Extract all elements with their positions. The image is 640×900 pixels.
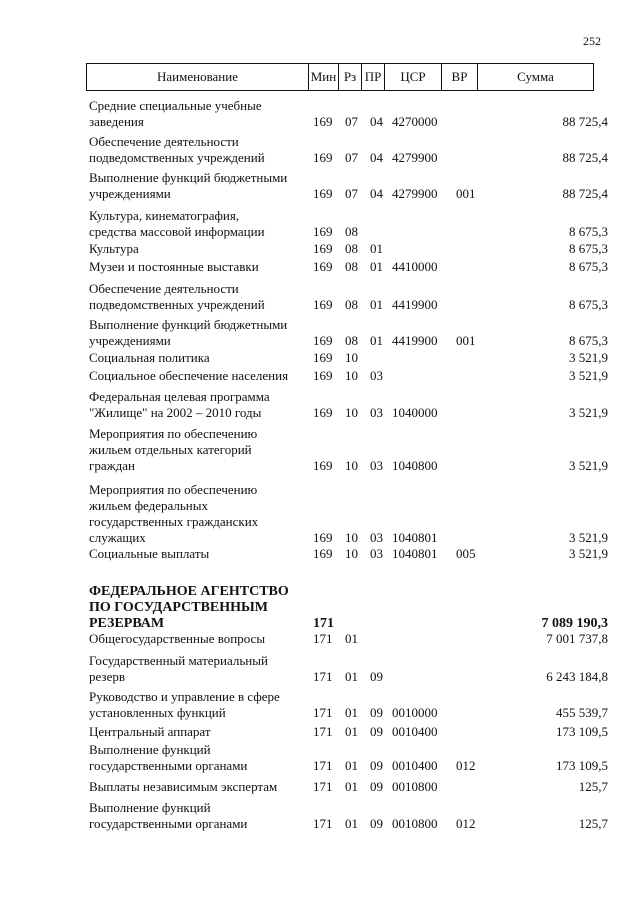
cell-min: 169 — [313, 186, 333, 201]
row-name-line: Выполнение функций — [89, 800, 211, 815]
row-name — [89, 389, 311, 421]
cell-sum: 8 675,3 — [569, 224, 608, 239]
cell-rz: 08 — [345, 259, 358, 274]
cell-min: 169 — [313, 259, 333, 274]
cell-rz: 10 — [345, 405, 358, 420]
cell-pr: 09 — [370, 724, 383, 739]
cell-sum: 7 089 190,3 — [541, 616, 608, 631]
cell-rz: 01 — [345, 705, 358, 720]
cell-rz: 08 — [345, 297, 358, 312]
cell-csr: 1040000 — [392, 405, 438, 420]
row-name — [89, 546, 311, 562]
table-header — [86, 63, 594, 91]
cell-sum: 7 001 737,8 — [546, 631, 608, 646]
row-name-line: Обеспечение деятельности — [89, 134, 239, 149]
cell-pr: 09 — [370, 816, 383, 831]
cell-rz: 07 — [345, 150, 358, 165]
cell-pr: 09 — [370, 758, 383, 773]
cell-csr: 4419900 — [392, 297, 438, 312]
cell-pr: 03 — [370, 546, 383, 561]
cell-rz: 10 — [345, 350, 358, 365]
row-name-line: Выполнение функций — [89, 742, 211, 757]
cell-pr: 03 — [370, 458, 383, 473]
cell-sum: 3 521,9 — [569, 405, 608, 420]
row-name — [89, 368, 311, 384]
row-name-line: средства массовой информации — [89, 224, 265, 239]
header-pr: ПР — [362, 64, 385, 90]
cell-pr: 03 — [370, 368, 383, 383]
row-name — [89, 742, 311, 774]
row-name-line: Мероприятия по обеспечению — [89, 426, 258, 441]
cell-csr: 1040801 — [392, 530, 438, 545]
cell-min: 169 — [313, 350, 333, 365]
cell-min: 169 — [313, 224, 333, 239]
row-name — [89, 724, 311, 740]
header-name: Наименование — [87, 64, 309, 90]
row-name-line: служащих — [89, 530, 146, 545]
row-name — [89, 98, 311, 130]
row-name — [89, 170, 311, 202]
row-name-line: Обеспечение деятельности — [89, 281, 239, 296]
cell-sum: 88 725,4 — [562, 114, 608, 129]
cell-csr: 4279900 — [392, 186, 438, 201]
row-name-line: ФЕДЕРАЛЬНОЕ АГЕНТСТВО — [89, 584, 289, 599]
row-name-line: Руководство и управление в сфере — [89, 689, 280, 704]
cell-sum: 3 521,9 — [569, 458, 608, 473]
page-number: 252 — [583, 34, 601, 48]
cell-min: 169 — [313, 530, 333, 545]
cell-vr: 005 — [456, 546, 476, 561]
header-vr: ВР — [442, 64, 478, 90]
row-name-line: подведомственных учреждений — [89, 150, 265, 165]
row-name-line: Музеи и постоянные выставки — [89, 259, 259, 274]
cell-rz: 01 — [345, 816, 358, 831]
row-name-line: Культура, кинематография, — [89, 208, 240, 223]
row-name-line: граждан — [89, 458, 135, 473]
row-name-line: РЕЗЕРВАМ — [89, 616, 165, 631]
cell-sum: 125,7 — [578, 779, 608, 794]
cell-pr: 09 — [370, 779, 383, 794]
header-rz: Рз — [339, 64, 362, 90]
row-name-line: жильем федеральных — [89, 498, 208, 513]
cell-min: 169 — [313, 297, 333, 312]
cell-min: 169 — [313, 546, 333, 561]
cell-vr: 001 — [456, 186, 476, 201]
cell-pr: 09 — [370, 705, 383, 720]
row-name-line: Социальное обеспечение населения — [89, 368, 289, 383]
cell-pr: 04 — [370, 186, 383, 201]
row-name-line: Средние специальные учебные — [89, 98, 262, 113]
cell-min: 171 — [313, 669, 333, 684]
header-min: Мин — [309, 64, 339, 90]
row-name-line: Центральный аппарат — [89, 724, 211, 739]
cell-rz: 01 — [345, 669, 358, 684]
cell-sum: 455 539,7 — [556, 705, 608, 720]
cell-sum: 125,7 — [578, 816, 608, 831]
row-name — [89, 426, 311, 474]
row-name-line: государственными органами — [89, 816, 248, 831]
cell-pr: 01 — [370, 297, 383, 312]
cell-min: 169 — [313, 241, 333, 256]
row-name-line: Государственный материальный — [89, 653, 268, 668]
cell-csr: 0010400 — [392, 758, 438, 773]
row-name-line: Выполнение функций бюджетными — [89, 317, 288, 332]
cell-csr: 4270000 — [392, 114, 438, 129]
cell-sum: 3 521,9 — [569, 530, 608, 545]
row-name-line: государственных гражданских — [89, 514, 259, 529]
row-name-line: Социальные выплаты — [89, 546, 210, 561]
cell-sum: 3 521,9 — [569, 546, 608, 561]
row-name — [89, 350, 311, 366]
row-name-line: заведения — [89, 114, 144, 129]
cell-csr: 0010800 — [392, 779, 438, 794]
row-name-line: Мероприятия по обеспечению — [89, 482, 258, 497]
row-name-line: резерв — [89, 669, 125, 684]
row-name — [89, 689, 311, 721]
row-name — [89, 653, 311, 685]
cell-sum: 173 109,5 — [556, 724, 608, 739]
cell-sum: 3 521,9 — [569, 368, 608, 383]
cell-csr: 4410000 — [392, 259, 438, 274]
row-name — [89, 482, 311, 546]
cell-min: 171 — [313, 616, 334, 631]
cell-csr: 1040800 — [392, 458, 438, 473]
row-name — [89, 241, 311, 257]
row-name-line: Выплаты независимым экспертам — [89, 779, 278, 794]
cell-rz: 01 — [345, 779, 358, 794]
cell-sum: 6 243 184,8 — [546, 669, 608, 684]
cell-sum: 8 675,3 — [569, 333, 608, 348]
cell-rz: 01 — [345, 631, 358, 646]
cell-min: 169 — [313, 333, 333, 348]
cell-sum: 88 725,4 — [562, 150, 608, 165]
cell-min: 169 — [313, 405, 333, 420]
cell-csr: 0010000 — [392, 705, 438, 720]
cell-sum: 3 521,9 — [569, 350, 608, 365]
cell-rz: 07 — [345, 186, 358, 201]
cell-csr: 0010400 — [392, 724, 438, 739]
row-name — [89, 800, 311, 832]
row-name-line: Выполнение функций бюджетными — [89, 170, 288, 185]
cell-rz: 01 — [345, 724, 358, 739]
row-name-line: "Жилище" на 2002 – 2010 годы — [89, 405, 262, 420]
cell-min: 171 — [313, 631, 333, 646]
cell-min: 169 — [313, 150, 333, 165]
cell-pr: 03 — [370, 405, 383, 420]
cell-min: 169 — [313, 368, 333, 383]
cell-rz: 10 — [345, 368, 358, 383]
row-name — [89, 134, 311, 166]
cell-min: 171 — [313, 816, 333, 831]
cell-min: 171 — [313, 758, 333, 773]
row-name-line: Федеральная целевая программа — [89, 389, 270, 404]
header-csr: ЦСР — [385, 64, 442, 90]
row-name-line: ПО ГОСУДАРСТВЕННЫМ — [89, 600, 269, 615]
row-name-line: Общегосударственные вопросы — [89, 631, 266, 646]
cell-rz: 08 — [345, 333, 358, 348]
cell-csr: 4279900 — [392, 150, 438, 165]
row-name — [89, 259, 311, 275]
cell-vr: 012 — [456, 758, 476, 773]
cell-min: 169 — [313, 458, 333, 473]
cell-sum: 173 109,5 — [556, 758, 608, 773]
cell-vr: 012 — [456, 816, 476, 831]
cell-sum: 8 675,3 — [569, 297, 608, 312]
cell-min: 169 — [313, 114, 333, 129]
cell-rz: 10 — [345, 546, 358, 561]
row-name — [89, 584, 311, 632]
row-name — [89, 317, 311, 349]
row-name-line: государственными органами — [89, 758, 248, 773]
cell-rz: 07 — [345, 114, 358, 129]
row-name — [89, 631, 311, 647]
row-name-line: учреждениями — [89, 333, 171, 348]
cell-pr: 01 — [370, 259, 383, 274]
cell-sum: 88 725,4 — [562, 186, 608, 201]
row-name-line: установленных функций — [89, 705, 226, 720]
cell-min: 171 — [313, 724, 333, 739]
cell-pr: 04 — [370, 114, 383, 129]
row-name-line: жильем отдельных категорий — [89, 442, 252, 457]
row-name-line: Культура — [89, 241, 139, 256]
cell-pr: 01 — [370, 241, 383, 256]
cell-sum: 8 675,3 — [569, 241, 608, 256]
cell-pr: 01 — [370, 333, 383, 348]
cell-pr: 09 — [370, 669, 383, 684]
row-name — [89, 208, 311, 240]
cell-sum: 8 675,3 — [569, 259, 608, 274]
cell-rz: 10 — [345, 458, 358, 473]
header-sum: Сумма — [517, 69, 554, 84]
cell-min: 171 — [313, 705, 333, 720]
cell-rz: 10 — [345, 530, 358, 545]
row-name-line: учреждениями — [89, 186, 171, 201]
cell-csr: 4419900 — [392, 333, 438, 348]
row-name-line: подведомственных учреждений — [89, 297, 265, 312]
row-name — [89, 281, 311, 313]
cell-csr: 0010800 — [392, 816, 438, 831]
cell-rz: 01 — [345, 758, 358, 773]
row-name-line: Социальная политика — [89, 350, 210, 365]
cell-vr: 001 — [456, 333, 476, 348]
cell-pr: 03 — [370, 530, 383, 545]
cell-csr: 1040801 — [392, 546, 438, 561]
row-name — [89, 779, 311, 795]
cell-rz: 08 — [345, 224, 358, 239]
cell-min: 171 — [313, 779, 333, 794]
cell-pr: 04 — [370, 150, 383, 165]
cell-rz: 08 — [345, 241, 358, 256]
